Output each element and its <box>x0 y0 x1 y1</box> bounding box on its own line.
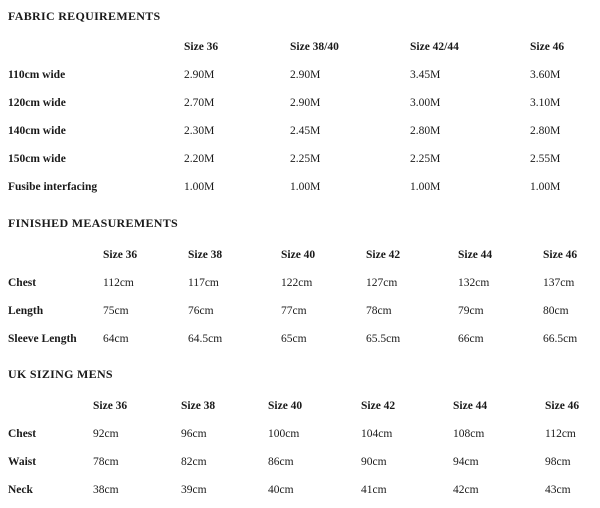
fabric-cell: 1.00M <box>410 181 441 193</box>
fabric-cell: 2.25M <box>410 153 441 165</box>
fabric-cell: 2.20M <box>184 153 215 165</box>
fabric-header-size-36: Size 36 <box>184 41 219 53</box>
finished-header: Size 36 <box>103 249 138 261</box>
fabric-header-size-42-44: Size 42/44 <box>410 41 459 53</box>
uk-row-label: Waist <box>8 456 37 468</box>
finished-header: Size 46 <box>543 249 578 261</box>
fabric-cell: 2.90M <box>290 97 321 109</box>
finished-cell: 117cm <box>188 277 219 289</box>
finished-cell: 65cm <box>281 333 307 345</box>
finished-cell: 77cm <box>281 305 307 317</box>
finished-row-label: Length <box>8 305 44 317</box>
uk-header: Size 44 <box>453 400 488 412</box>
finished-cell: 76cm <box>188 305 214 317</box>
fabric-cell: 1.00M <box>184 181 215 193</box>
uk-cell: 100cm <box>268 428 300 440</box>
fabric-row-label: 120cm wide <box>8 97 66 109</box>
finished-header: Size 40 <box>281 249 316 261</box>
uk-cell: 90cm <box>361 456 387 468</box>
uk-cell: 108cm <box>453 428 485 440</box>
finished-cell: 78cm <box>366 305 392 317</box>
finished-row-label: Sleeve Length <box>8 333 77 345</box>
finished-header: Size 38 <box>188 249 223 261</box>
uk-cell: 104cm <box>361 428 393 440</box>
uk-sizing-mens-title: UK SIZING MENS <box>8 367 113 381</box>
fabric-cell: 2.25M <box>290 153 321 165</box>
fabric-header-size-38-40: Size 38/40 <box>290 41 339 53</box>
fabric-cell: 1.00M <box>290 181 321 193</box>
uk-cell: 43cm <box>545 484 571 496</box>
fabric-cell: 2.55M <box>530 153 561 165</box>
fabric-cell: 2.90M <box>184 69 215 81</box>
uk-header: Size 36 <box>93 400 128 412</box>
uk-cell: 94cm <box>453 456 479 468</box>
fabric-row-label: 110cm wide <box>8 69 66 81</box>
finished-cell: 64.5cm <box>188 333 223 345</box>
finished-cell: 127cm <box>366 277 398 289</box>
fabric-row-label: 140cm wide <box>8 125 66 137</box>
finished-cell: 64cm <box>103 333 129 345</box>
finished-cell: 132cm <box>458 277 490 289</box>
fabric-cell: 2.80M <box>410 125 441 137</box>
finished-header: Size 42 <box>366 249 401 261</box>
finished-cell: 66.5cm <box>543 333 578 345</box>
finished-cell: 112cm <box>103 277 134 289</box>
uk-cell: 40cm <box>268 484 294 496</box>
fabric-requirements-title: FABRIC REQUIREMENTS <box>8 9 161 23</box>
fabric-cell: 2.45M <box>290 125 321 137</box>
finished-cell: 75cm <box>103 305 129 317</box>
fabric-cell: 3.10M <box>530 97 561 109</box>
fabric-cell: 2.90M <box>290 69 321 81</box>
finished-cell: 79cm <box>458 305 484 317</box>
uk-cell: 78cm <box>93 456 119 468</box>
uk-cell: 42cm <box>453 484 479 496</box>
uk-cell: 98cm <box>545 456 571 468</box>
uk-row-label: Chest <box>8 428 37 440</box>
uk-header: Size 46 <box>545 400 580 412</box>
finished-cell: 137cm <box>543 277 575 289</box>
fabric-cell: 3.60M <box>530 69 561 81</box>
uk-header: Size 40 <box>268 400 303 412</box>
uk-cell: 38cm <box>93 484 119 496</box>
finished-cell: 65.5cm <box>366 333 401 345</box>
uk-row-label: Neck <box>8 484 33 496</box>
fabric-cell: 1.00M <box>530 181 561 193</box>
fabric-row-label: 150cm wide <box>8 153 66 165</box>
uk-cell: 41cm <box>361 484 387 496</box>
uk-cell: 39cm <box>181 484 207 496</box>
finished-row-label: Chest <box>8 277 37 289</box>
fabric-cell: 3.45M <box>410 69 441 81</box>
uk-cell: 82cm <box>181 456 207 468</box>
uk-cell: 112cm <box>545 428 576 440</box>
uk-cell: 96cm <box>181 428 207 440</box>
uk-header: Size 42 <box>361 400 396 412</box>
fabric-row-label: Fusibe interfacing <box>8 181 98 193</box>
fabric-header-size-46: Size 46 <box>530 41 565 53</box>
finished-cell: 122cm <box>281 277 313 289</box>
fabric-cell: 3.00M <box>410 97 441 109</box>
fabric-cell: 2.80M <box>530 125 561 137</box>
finished-header: Size 44 <box>458 249 493 261</box>
fabric-cell: 2.30M <box>184 125 215 137</box>
uk-cell: 86cm <box>268 456 294 468</box>
finished-cell: 66cm <box>458 333 484 345</box>
finished-cell: 80cm <box>543 305 569 317</box>
uk-cell: 92cm <box>93 428 119 440</box>
finished-measurements-title: FINISHED MEASUREMENTS <box>8 216 178 230</box>
uk-header: Size 38 <box>181 400 216 412</box>
fabric-cell: 2.70M <box>184 97 215 109</box>
